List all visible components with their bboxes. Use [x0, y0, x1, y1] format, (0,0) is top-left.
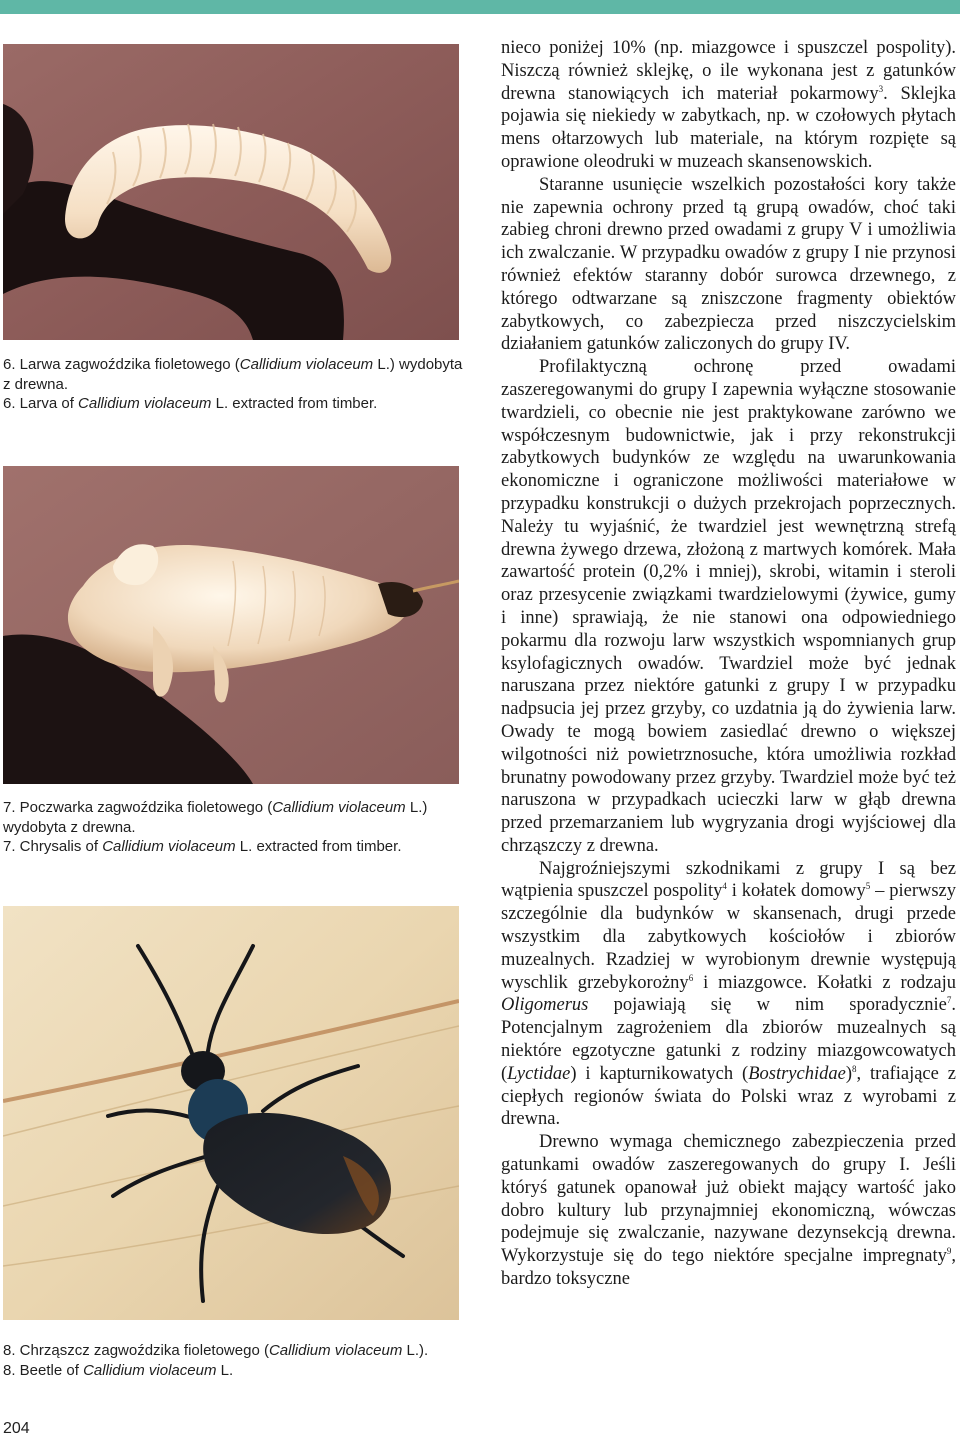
page-number: 204	[3, 1420, 30, 1437]
figure-6-caption-pl: 6. Larwa zagwoździka fioletowego (Callidium violaceum L.) wydobyta z drewna.	[3, 356, 463, 393]
body-text-column	[501, 37, 956, 1291]
footnote-ref: 6	[688, 972, 694, 983]
larva-photo	[3, 44, 459, 340]
footnote-ref: 7	[946, 995, 952, 1006]
footnote-ref: 9	[946, 1246, 952, 1257]
beetle-photo	[3, 906, 459, 1320]
figure-8-caption-en: 8. Beetle of Callidium violaceum L.	[3, 1361, 234, 1379]
footnote-ref: 8	[851, 1063, 857, 1074]
figure-7-caption-en: 7. Chrysalis of Callidium violaceum L. extracted from timber.	[3, 838, 402, 855]
top-accent-bar	[0, 0, 960, 14]
paragraph-5: Drewno wymaga chemicznego zabezpieczenia przed gatunkami owadów zaszeregowanych do grupy I. Jeśli któryś gatunek opanował już obiekt mający wartość jako dobro kultury lub przynajmniej ekonomiczną, wówczas podejmuje się zwalczanie, nazywane dezynsekcją drewna. Wykorzystuje się do tego niektóre specjalne impregnaty$^9$, bardzo toksyczne	[501, 1132, 956, 1290]
pupa-photo	[3, 466, 459, 784]
footnote-ref: 4	[722, 881, 727, 892]
figure-7-caption	[3, 798, 465, 857]
paragraph-2: Staranne usunięcie wszelkich pozostałości kory także nie zapewnia ochrony przed tą grupą owadów, choć taki zabieg chroni drewno przed owadami z grupy V i umożliwia ich zwalczanie. W przypadku owadów z grupy I nie przynosi również efektów staranny dobór surowca drzewnego, z którego odtwarzane są zniszczone fragmenty obiektów zabytkowych, co zabezpiecza przed niszczycielskim działaniem gatunków zaliczonych do grupy IV.	[501, 174, 956, 355]
figure-8-caption	[3, 1341, 465, 1380]
figure-6-caption	[3, 355, 465, 414]
paragraph-3: Profilaktyczną ochronę przed owadami zaszeregowanymi do grupy I zapewnia wyłączne stosowanie twardzieli, co obecnie nie jest praktykowane zarówno we współczesnym budownictwie, jak i przy rekonstrukcji zabytkowych budynków ze względu na uwarunkowania ekonomiczne i ograniczone możliwości materiałowe w przypadku konstrukcji o dużych przekrojach poprzecznych. Należy tu wyjaśnić, że twardziel jest wewnętrzną strefą drewna żywego drzewa, złożoną z martwych komórek. Mała zawartość protein (0,2% i mniej), skrobi, witamin i steroli oraz przesycenie związkami twardzielowymi (żywice, gumy i inne) sprawiają, że nie stanowi ona odpowiedniego pokarmu dla rozwoju larw wszystkich wspomnianych grup ksylofagicznych owadów. Twardziel może być jednak naruszana przez niektóre gatunki z grupy I w przypadku nadpsucia jej przez grzyby, co uzdatnia ją do żywienia larw. Owady te mogą bowiem zasiedlać drewno o większej wilgotności niż powietrznosuche, która umożliwia rozkład brunatny powodowany przez grzyby. Twardziel może być też naruszona w przypadkach ucieczki larw w głąb drewna przed przemarzaniem lub wygryzania drogi wyjściowej dla chrząszczy z drewna.	[501, 357, 956, 856]
paragraph-1: nieco poniżej 10% (np. miazgowce i spuszczel pospolity). Niszczą również sklejkę, o ile wykonana jest z gatunków drewna stanowiących ich materiał pokarmowy$^3$. Sklejka pojawia się niekiedy w zabytkach, np. w czołowych płytach mens ołtarzowych lub materiale, na którym rozpięte są oprawione oleodruki w muzeach skansenowskich.	[501, 38, 956, 172]
figure-7-caption-pl: 7. Poczwarka zagwoździka fioletowego (Callidium violaceum L.) wydobyta z drewna.	[3, 799, 428, 836]
footnote-ref: 3	[878, 83, 884, 94]
footnote-ref: 5	[865, 881, 871, 892]
paragraph-4: Najgroźniejszymi szkodnikami z grupy I są bez wątpienia spuszczel pospolity$^4$ i kołatek domowy$^5$ – pierwszy szczególnie dla budynków w skansenach, drugi przede wszystkim dla zabytkowych kościołów i zbiorów muzealnych. Rzadziej w wyrobionym drewnie występują wyschlik grzebykorożny$^6$ i miazgowce. Kołatki z rodzaju Oligomerus pojawiają się w nim sporadycznie$^7$. Potencjalnym zagrożeniem dla zbiorów muzealnych są niektóre egzotyczne gatunki z rodziny miazgowcowatych (Lyctidae) i kapturnikowatych (Bostrychidae)$^8$, trafiające z ciepłych regionów świata do Polski wraz z wyrobami z drewna.	[501, 858, 956, 1130]
figure-6-caption-en: 6. Larva of Callidium violaceum L. extracted from timber.	[3, 395, 378, 412]
figure-8-caption-pl: 8. Chrząszcz zagwoździka fioletowego (Callidium violaceum L.).	[3, 1342, 429, 1359]
